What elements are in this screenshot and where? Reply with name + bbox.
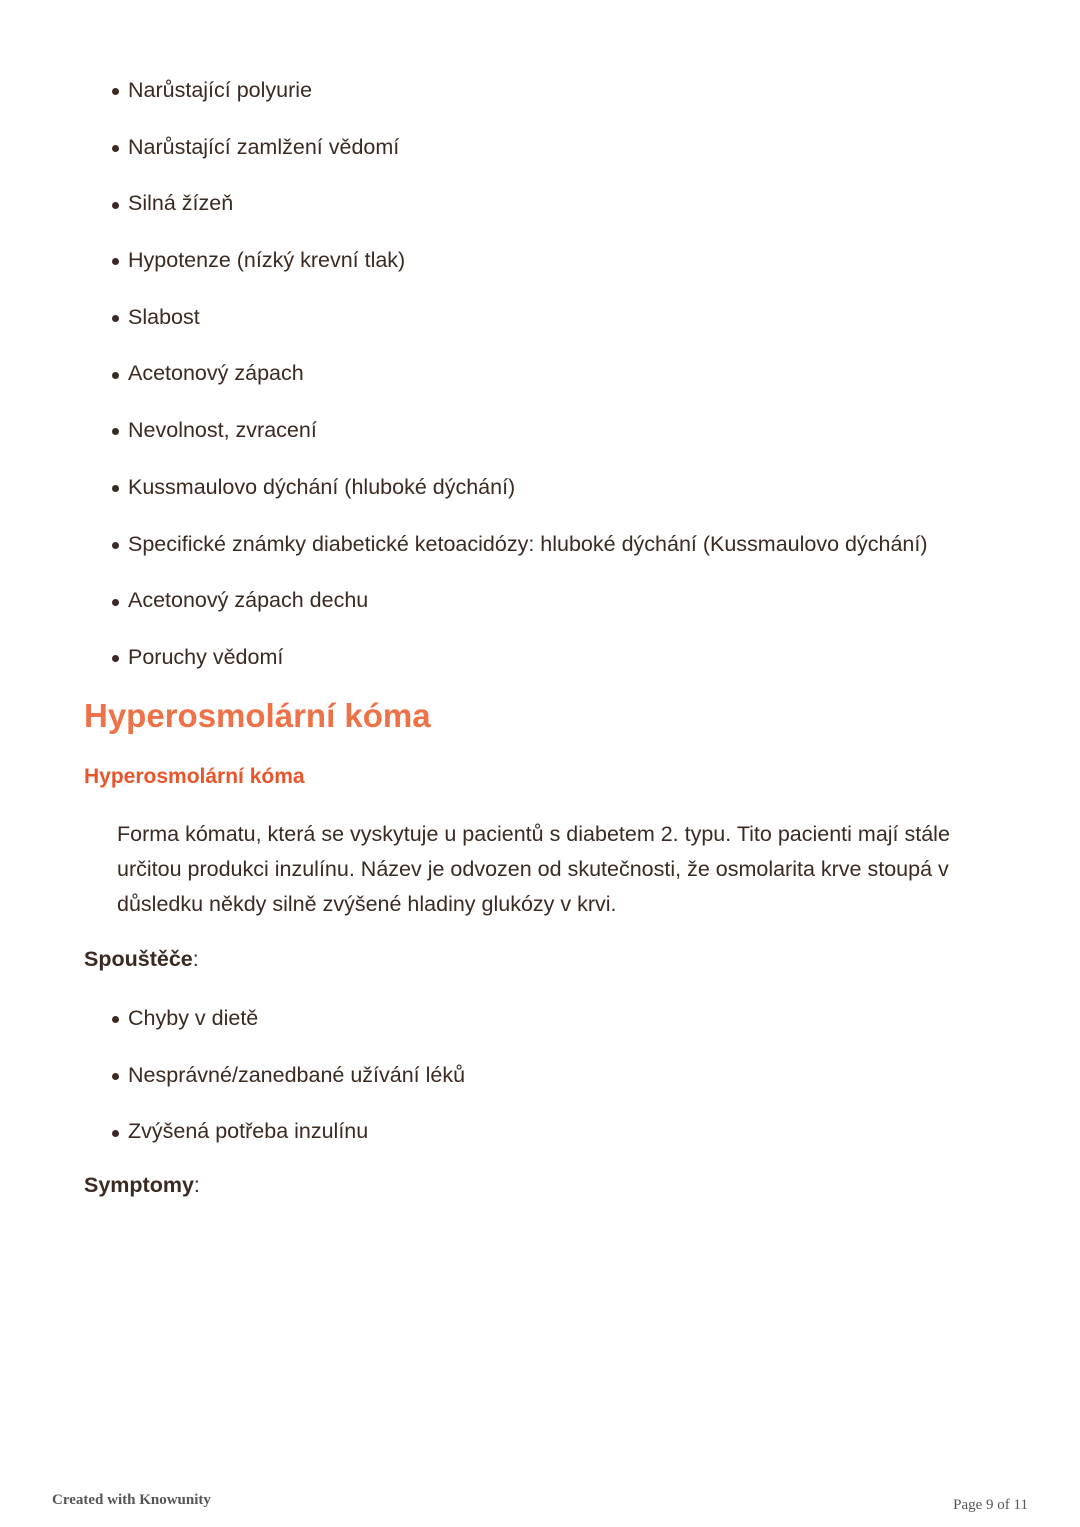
list-item: Silná žízeň bbox=[84, 175, 928, 232]
list-item: Narůstající polyurie bbox=[84, 62, 928, 119]
dka-symptom-list bbox=[84, 62, 928, 686]
list-item: Specifické známky diabetické ketoacidózy: hluboké dýchání (Kussmaulovo dýchání) bbox=[84, 516, 928, 573]
bullet-icon bbox=[112, 655, 119, 662]
section-heading: Hyperosmolární kóma bbox=[84, 697, 431, 734]
triggers-label: Spouštěče: bbox=[84, 947, 199, 971]
bullet-icon bbox=[112, 258, 119, 265]
bullet-icon bbox=[112, 599, 119, 606]
bullet-icon bbox=[112, 145, 119, 152]
bullet-icon bbox=[112, 88, 119, 95]
bullet-icon bbox=[112, 315, 119, 322]
page-number: Page 9 of 11 bbox=[953, 1497, 1028, 1513]
bullet-icon bbox=[112, 372, 119, 379]
list-item: Chyby v dietě bbox=[84, 990, 465, 1047]
symptoms-label: Symptomy: bbox=[84, 1173, 200, 1197]
list-item: Zvýšená potřeba inzulínu bbox=[84, 1103, 465, 1160]
bullet-icon bbox=[112, 428, 119, 435]
bullet-icon bbox=[112, 542, 119, 549]
list-item: Nevolnost, zvracení bbox=[84, 402, 928, 459]
section-subheading: Hyperosmolární kóma bbox=[84, 765, 305, 788]
list-item: Poruchy vědomí bbox=[84, 629, 928, 686]
bullet-icon bbox=[112, 485, 119, 492]
footer-credit: Created with Knowunity bbox=[52, 1492, 211, 1508]
bullet-icon bbox=[112, 1073, 119, 1080]
trigger-list bbox=[84, 990, 465, 1160]
bullet-icon bbox=[112, 202, 119, 209]
list-item: Narůstající zamlžení vědomí bbox=[84, 119, 928, 176]
list-item: Slabost bbox=[84, 289, 928, 346]
list-item: Hypotenze (nízký krevní tlak) bbox=[84, 232, 928, 289]
list-item: Nesprávné/zanedbané užívání léků bbox=[84, 1047, 465, 1104]
bullet-icon bbox=[112, 1130, 119, 1137]
bullet-icon bbox=[112, 1016, 119, 1023]
list-item: Acetonový zápach bbox=[84, 345, 928, 402]
list-item: Kussmaulovo dýchání (hluboké dýchání) bbox=[84, 459, 928, 516]
list-item: Acetonový zápach dechu bbox=[84, 572, 928, 629]
section-description: Forma kómatu, která se vyskytuje u pacientů s diabetem 2. typu. Tito pacienti mají stále určitou produkci inzulínu. Název je odvozen od skutečnosti, že osmolarita krve stoupá v důsledku někdy silně zvýšené hladiny glukózy v krvi. bbox=[117, 822, 950, 916]
